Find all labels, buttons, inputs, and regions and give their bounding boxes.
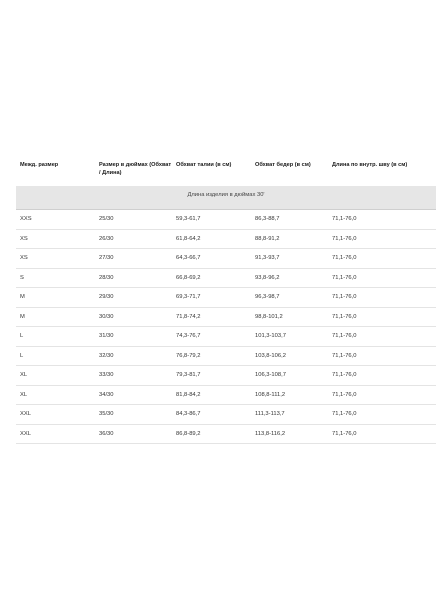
table-row: [16, 366, 436, 386]
cell-hips: 113,8-116,2: [255, 430, 286, 437]
cell-intl-size: XXL: [20, 411, 31, 418]
cell-intl-size: M: [20, 313, 25, 320]
cell-hips: 88,8-91,2: [255, 235, 280, 242]
cell-hips: 96,3-98,7: [255, 294, 280, 301]
cell-inseam: 71,1-76,0: [332, 430, 357, 437]
cell-waist: 79,3-81,7: [176, 372, 201, 379]
header-inseam: Длина по внутр. шву (в см): [332, 162, 408, 168]
table-header-row: [16, 156, 436, 186]
cell-intl-size: XS: [20, 255, 28, 262]
cell-inch-size: 27/30: [99, 255, 114, 262]
cell-inseam: 71,1-76,0: [332, 411, 357, 418]
table-row: [16, 405, 436, 425]
table-row: [16, 327, 436, 347]
cell-waist: 66,8-69,2: [176, 274, 201, 281]
cell-inch-size: 34/30: [99, 391, 114, 398]
cell-waist: 86,8-89,2: [176, 430, 201, 437]
cell-inseam: 71,1-76,0: [332, 372, 357, 379]
cell-waist: 76,8-79,2: [176, 352, 201, 359]
table-row: [16, 386, 436, 406]
cell-waist: 84,3-86,7: [176, 411, 201, 418]
cell-inch-size: 32/30: [99, 352, 114, 359]
cell-waist: 74,3-76,7: [176, 333, 201, 340]
cell-inseam: 71,1-76,0: [332, 216, 357, 223]
cell-hips: 98,8-101,2: [255, 313, 283, 320]
cell-waist: 81,8-84,2: [176, 391, 201, 398]
cell-waist: 71,8-74,2: [176, 313, 201, 320]
cell-intl-size: XL: [20, 372, 28, 379]
cell-waist: 61,8-64,2: [176, 235, 201, 242]
cell-hips: 91,3-93,7: [255, 255, 280, 262]
cell-inch-size: 31/30: [99, 333, 114, 340]
cell-hips: 111,3-113,7: [255, 411, 285, 418]
table-row: [16, 269, 436, 289]
cell-inch-size: 28/30: [99, 274, 114, 281]
cell-inseam: 71,1-76,0: [332, 274, 357, 281]
cell-inch-size: 36/30: [99, 430, 114, 437]
header-inch-size: Размер в дюймах (Обхват / Длина): [99, 162, 172, 176]
cell-inseam: 71,1-76,0: [332, 294, 357, 301]
cell-hips: 86,3-88,7: [255, 216, 280, 223]
table-row: [16, 288, 436, 308]
cell-inch-size: 26/30: [99, 235, 114, 242]
cell-intl-size: M: [20, 294, 25, 301]
cell-intl-size: L: [20, 333, 24, 340]
table-row: [16, 230, 436, 250]
size-chart-table: [16, 156, 436, 444]
cell-intl-size: XXS: [20, 216, 32, 223]
table-row: [16, 425, 436, 445]
cell-intl-size: XL: [20, 391, 28, 398]
table-body: [16, 210, 436, 444]
cell-waist: 59,3-61,7: [176, 216, 201, 223]
cell-hips: 103,8-106,2: [255, 352, 286, 359]
cell-inch-size: 35/30: [99, 411, 114, 418]
cell-inch-size: 33/30: [99, 372, 114, 379]
cell-hips: 101,3-103,7: [255, 333, 286, 340]
table-row: [16, 210, 436, 230]
cell-waist: 64,3-66,7: [176, 255, 201, 262]
cell-inseam: 71,1-76,0: [332, 352, 357, 359]
header-hips: Обхват бедер (в см): [255, 162, 311, 168]
cell-hips: 93,8-96,2: [255, 274, 280, 281]
cell-inseam: 71,1-76,0: [332, 333, 357, 340]
cell-inch-size: 29/30: [99, 294, 114, 301]
table-row: [16, 347, 436, 367]
cell-inseam: 71,1-76,0: [332, 235, 357, 242]
table-row: [16, 308, 436, 328]
cell-intl-size: XXL: [20, 430, 31, 437]
header-intl-size: Межд. размер: [20, 162, 59, 168]
cell-inseam: 71,1-76,0: [332, 313, 357, 320]
cell-inseam: 71,1-76,0: [332, 255, 357, 262]
cell-waist: 69,3-71,7: [176, 294, 201, 301]
cell-intl-size: L: [20, 352, 24, 359]
cell-intl-size: XS: [20, 235, 28, 242]
header-waist: Обхват талии (в см): [176, 162, 232, 168]
length-band: Длина изделия в дюймах 30': [16, 186, 436, 210]
cell-inseam: 71,1-76,0: [332, 391, 357, 398]
table-row: [16, 249, 436, 269]
cell-inch-size: 30/30: [99, 313, 114, 320]
cell-hips: 108,8-111,2: [255, 391, 286, 398]
cell-intl-size: S: [20, 274, 24, 281]
cell-hips: 106,3-108,7: [255, 372, 286, 379]
cell-inch-size: 25/30: [99, 216, 114, 223]
